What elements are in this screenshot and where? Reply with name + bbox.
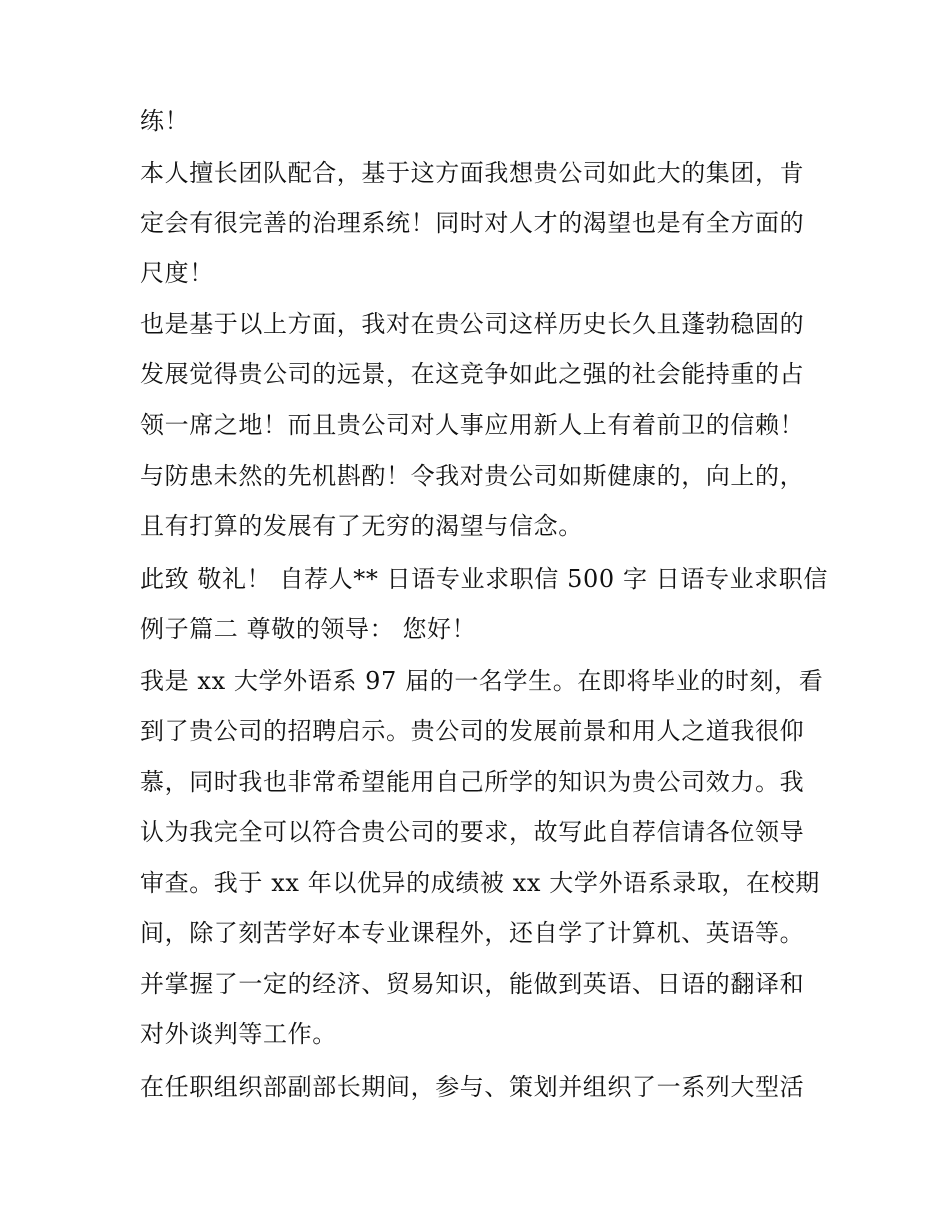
text-line: 认为我完全可以符合贵公司的要求，故写此自荐信请各位领导 [140,818,805,846]
text-line: 审查。我于 xx 年以优异的成绩被 xx 大学外语系录取，在校期 [140,869,820,897]
text-line: 且有打算的发展有了无穷的渴望与信念。 [140,512,583,540]
text-line: 本人擅长团队配合，基于这方面我想贵公司如此大的集团，肯 [140,159,805,187]
text-line: 此致 敬礼！ 自荐人** 日语专业求职信 500 字 日语专业求职信 [140,565,828,593]
text-line: 慕，同时我也非常希望能用自己所学的知识为贵公司效力。我 [140,768,805,796]
text-line: 例子篇二 尊敬的领导： 您好！ [140,615,477,643]
text-line: 到了贵公司的招聘启示。贵公司的发展前景和用人之道我很仰 [140,717,805,745]
text-line: 间，除了刻苦学好本专业课程外，还自学了计算机、英语等。 [140,919,805,947]
text-line: 与防患未然的先机斟酌！令我对贵公司如斯健康的，向上的， [140,462,805,490]
text-line: 尺度！ [140,259,214,287]
text-line: 领一席之地！而且贵公司对人事应用新人上有着前卫的信赖！ [140,411,805,439]
text-line: 并掌握了一定的经济、贸易知识，能做到英语、日语的翻译和 [140,970,805,998]
text-line: 定会有很完善的治理系统！同时对人才的渴望也是有全方面的 [140,209,805,237]
text-line: 对外谈判等工作。 [140,1020,337,1048]
text-line: 在任职组织部副部长期间，参与、策划并组织了一系列大型活 [140,1073,805,1101]
text-line: 发展觉得贵公司的远景，在这竞争如此之强的社会能持重的占 [140,360,805,388]
text-line: 也是基于以上方面，我对在贵公司这样历史长久且蓬勃稳固的 [140,310,805,338]
text-line: 我是 xx 大学外语系 97 届的一名学生。在即将毕业的时刻，看 [140,667,824,695]
text-line: 练！ [140,107,190,135]
